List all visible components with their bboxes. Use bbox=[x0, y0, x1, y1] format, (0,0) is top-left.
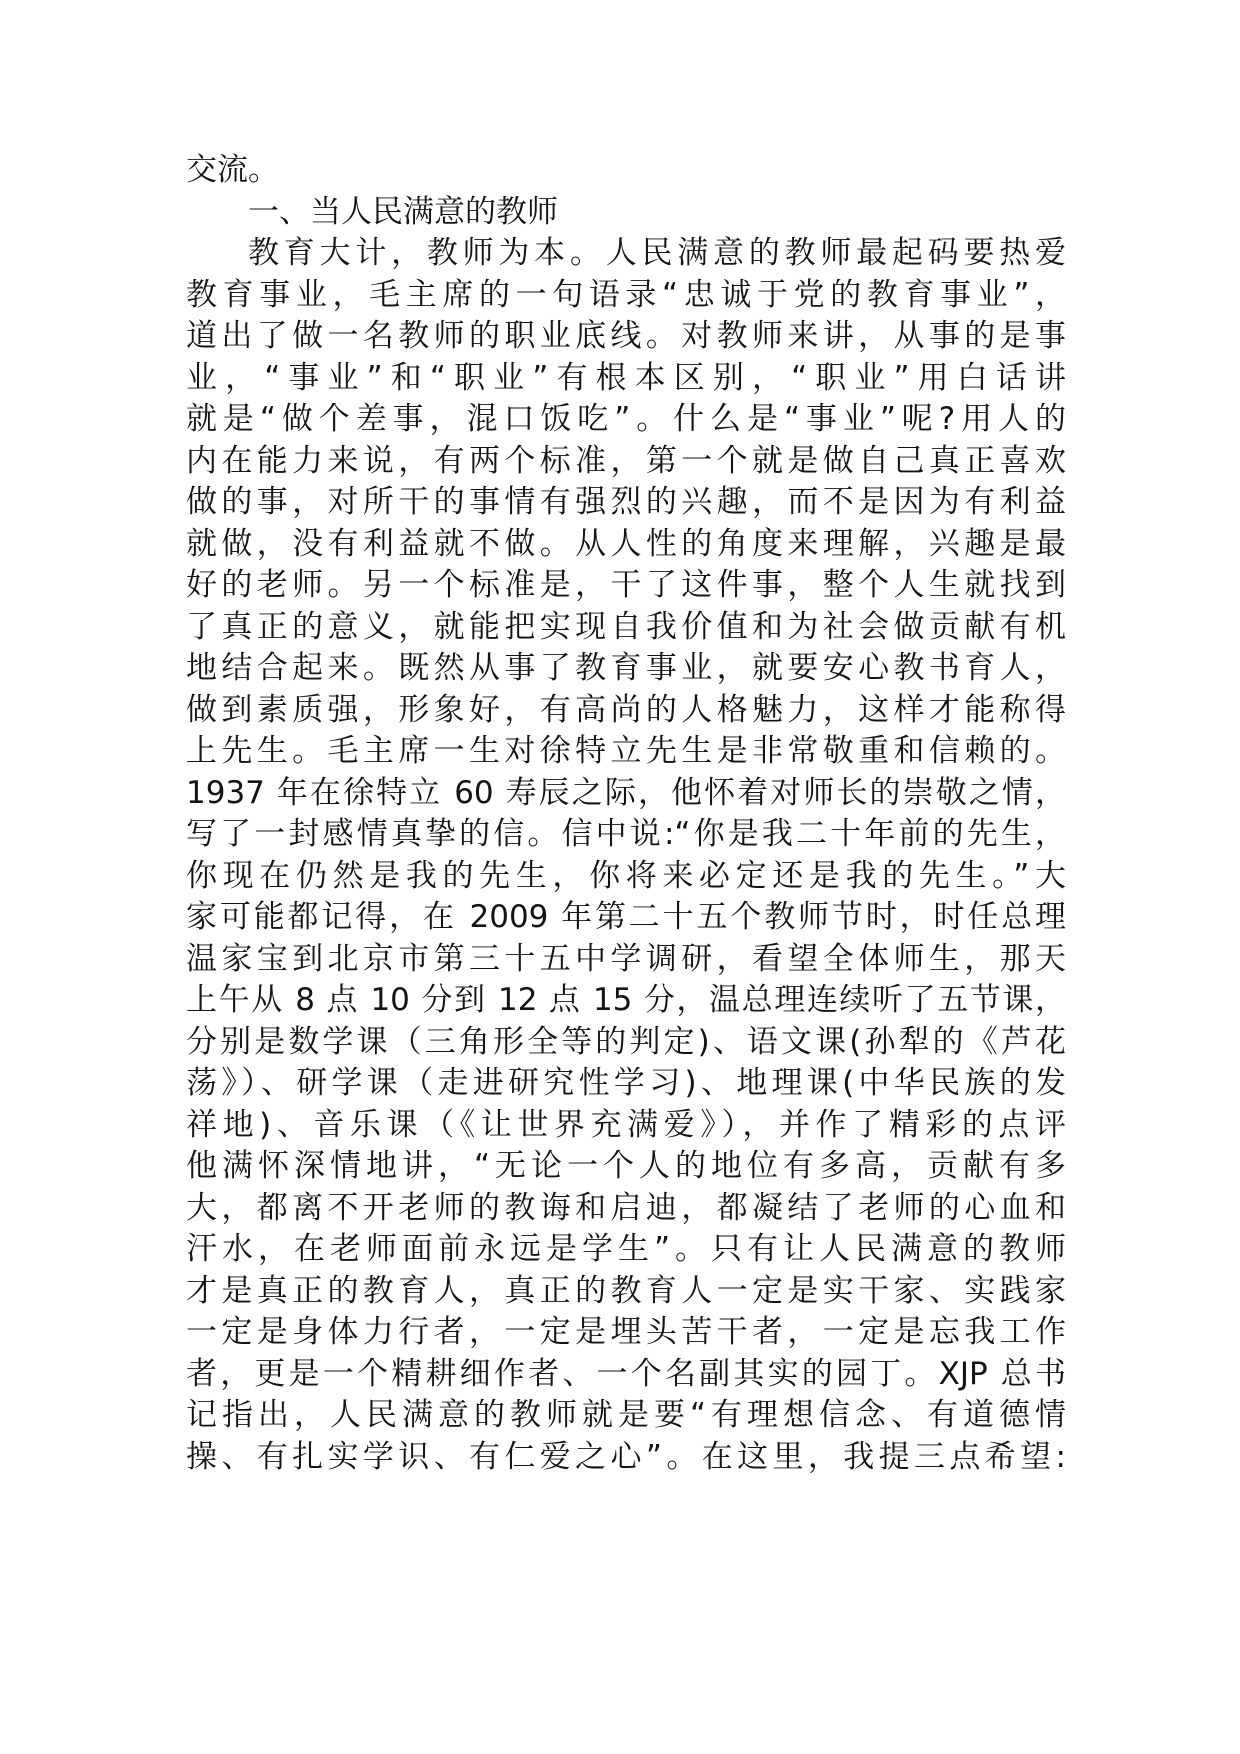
text-line: 他满怀深情地讲，“无论一个人的地位有多高，贡献有多 bbox=[186, 1148, 1066, 1184]
text-line: 分别是数学课（三角形全等的判定)、语文课(孙犁的《芦花 bbox=[186, 1023, 1066, 1060]
text-line: 一定是身体力行者，一定是埋头苦干者，一定是忘我工作 bbox=[186, 1314, 1066, 1350]
text-line: 者，更是一个精耕细作者、一个名副其实的园丁。XJP 总书 bbox=[186, 1355, 1066, 1392]
text-line: 教育大计，教师为本。人民满意的教师最起码要热爱 bbox=[248, 235, 1066, 271]
text-line: 写了一封感情真挚的信。信中说:“你是我二十年前的先生， bbox=[186, 816, 1066, 852]
text-line: 荡》）、研学课（走进研究性学习)、地理课(中华民族的发 bbox=[186, 1065, 1066, 1101]
text-line: 做到素质强，形象好，有高尚的人格魅力，这样才能称得 bbox=[186, 691, 1066, 728]
text-line: 大，都离不开老师的教诲和启迪，都凝结了老师的心血和 bbox=[186, 1189, 1066, 1226]
section-heading: 一、当人民满意的教师 bbox=[248, 193, 558, 230]
text-line: 汗水，在老师面前永远是学生”。只有让人民满意的教师 bbox=[186, 1231, 1066, 1267]
text-line: 操、有扎实学识、有仁爱之心”。在这里，我提三点希望: bbox=[186, 1438, 1066, 1475]
text-line: 了真正的意义，就能把实现自我价值和为社会做贡献有机 bbox=[186, 608, 1066, 645]
text-line: 你现在仍然是我的先生，你将来必定还是我的先生。”大 bbox=[186, 857, 1066, 894]
text-line: 祥地)、音乐课（《让世界充满爱》），并作了精彩的点评 bbox=[186, 1106, 1066, 1143]
text-line: 地结合起来。既然从事了教育事业，就要安心教书育人， bbox=[186, 650, 1066, 686]
text-line: 记指出，人民满意的教师就是要“有理想信念、有道德情 bbox=[186, 1397, 1066, 1433]
text-line: 好的老师。另一个标准是，干了这件事，整个人生就找到 bbox=[186, 567, 1066, 603]
text-line: 1937 年在徐特立 60 寿辰之际，他怀着对师长的崇敬之情， bbox=[186, 774, 1066, 811]
body-text bbox=[186, 150, 1066, 1478]
text-line: 教育事业，毛主席的一句语录“忠诚于党的教育事业”， bbox=[186, 276, 1066, 313]
text-line: 就做，没有利益就不做。从人性的角度来理解，兴趣是最 bbox=[186, 525, 1066, 562]
text-line: 道出了做一名教师的职业底线。对教师来讲，从事的是事 bbox=[186, 318, 1066, 354]
text-line: 业，“事业”和“职业”有根本区别，“职业”用白话讲 bbox=[186, 359, 1066, 396]
text-line: 做的事，对所干的事情有强烈的兴趣，而不是因为有利益 bbox=[186, 484, 1066, 520]
text-line: 家可能都记得，在 2009 年第二十五个教师节时，时任总理 bbox=[186, 899, 1066, 935]
text-line: 交流。 bbox=[186, 152, 279, 188]
text-line: 内在能力来说，有两个标准，第一个就是做自己真正喜欢 bbox=[186, 442, 1066, 479]
text-line: 上先生。毛主席一生对徐特立先生是非常敬重和信赖的。 bbox=[186, 733, 1066, 769]
text-line: 才是真正的教育人，真正的教育人一定是实干家、实践家 bbox=[186, 1272, 1066, 1309]
text-line: 温家宝到北京市第三十五中学调研，看望全体师生，那天 bbox=[186, 940, 1066, 977]
text-line: 就是“做个差事，混口饭吃”。什么是“事业”呢?用人的 bbox=[186, 401, 1066, 437]
text-line: 上午从 8 点 10 分到 12 点 15 分，温总理连续听了五节课， bbox=[186, 982, 1066, 1018]
